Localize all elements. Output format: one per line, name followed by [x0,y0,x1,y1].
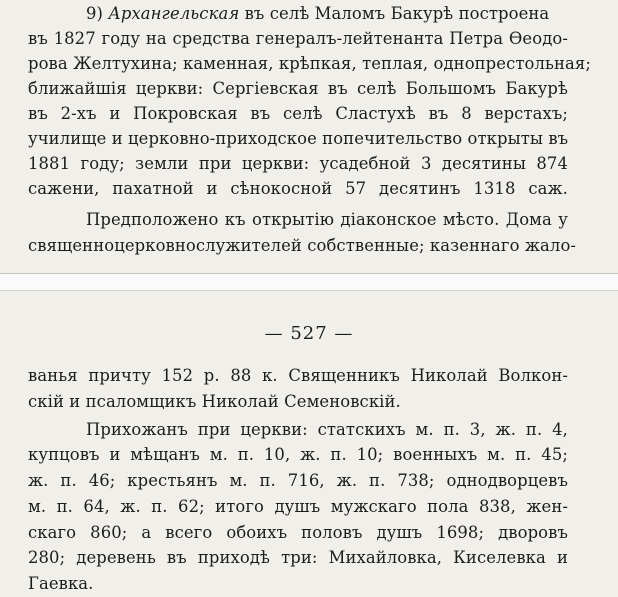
top-page-scan [0,0,618,274]
page-gap [0,274,618,290]
text-line: скаго 860; а всего обоихъ половъ душъ 1698; дворовъ [28,523,568,542]
page-number: — 527 — [264,323,354,344]
text-line: Прихожанъ при церкви: статскихъ м. п. 3, ж. п. 4, [86,420,568,439]
text-line: 1881 году; земли при церкви: усадебной 3 десятины 874 [28,154,568,173]
text-line: рова Желтухина; каменная, крѣпкая, теплая, однопрестольная; [28,54,591,73]
text-line: купцовъ и мѣщанъ м. п. 10, ж. п. 10; военныхъ м. п. 45; [28,445,568,464]
text-line: скій и псаломщикъ Николай Семеновскій. [28,392,401,411]
text-line: ж. п. 46; крестьянъ м. п. 716, ж. п. 738; однодворцевъ [28,471,568,490]
text-line: Гаевка. [28,574,94,593]
entry-number: 9) [86,4,104,23]
text-line: священноцерковнослужителей собственные; казеннаго жало- [28,236,577,255]
text-line: ближайшія церкви: Сергіевская въ селѣ Большомъ Бакурѣ [28,79,568,98]
text-line: въ 2-хъ и Покровская въ селѣ Сластухѣ въ 8 верстахъ; [28,104,568,123]
text-line: сажени, пахатной и сѣнокосной 57 десятинъ 1318 саж. [28,179,568,198]
church-name: Архангельская [108,4,240,23]
text-line [86,2,568,26]
text-line: Предположено къ открытію діаконское мѣсто. Дома у [86,210,568,229]
text-line: м. п. 64, ж. п. 62; итого душъ мужскаго пола 838, жен- [28,497,568,516]
text-line: въ 1827 году на средства генералъ-лейтенанта Петра Өеодо- [28,29,568,48]
text-line: училище и церковно-приходское попечительство открыты въ [28,129,569,148]
text-line: 280; деревень въ приходѣ три: Михайловка, Киселевка и [28,548,568,567]
text-line: ванья причту 152 р. 88 к. Священникъ Николай Волкон- [28,366,568,385]
line-rest: въ селѣ Маломъ Бакурѣ построена [244,4,550,23]
